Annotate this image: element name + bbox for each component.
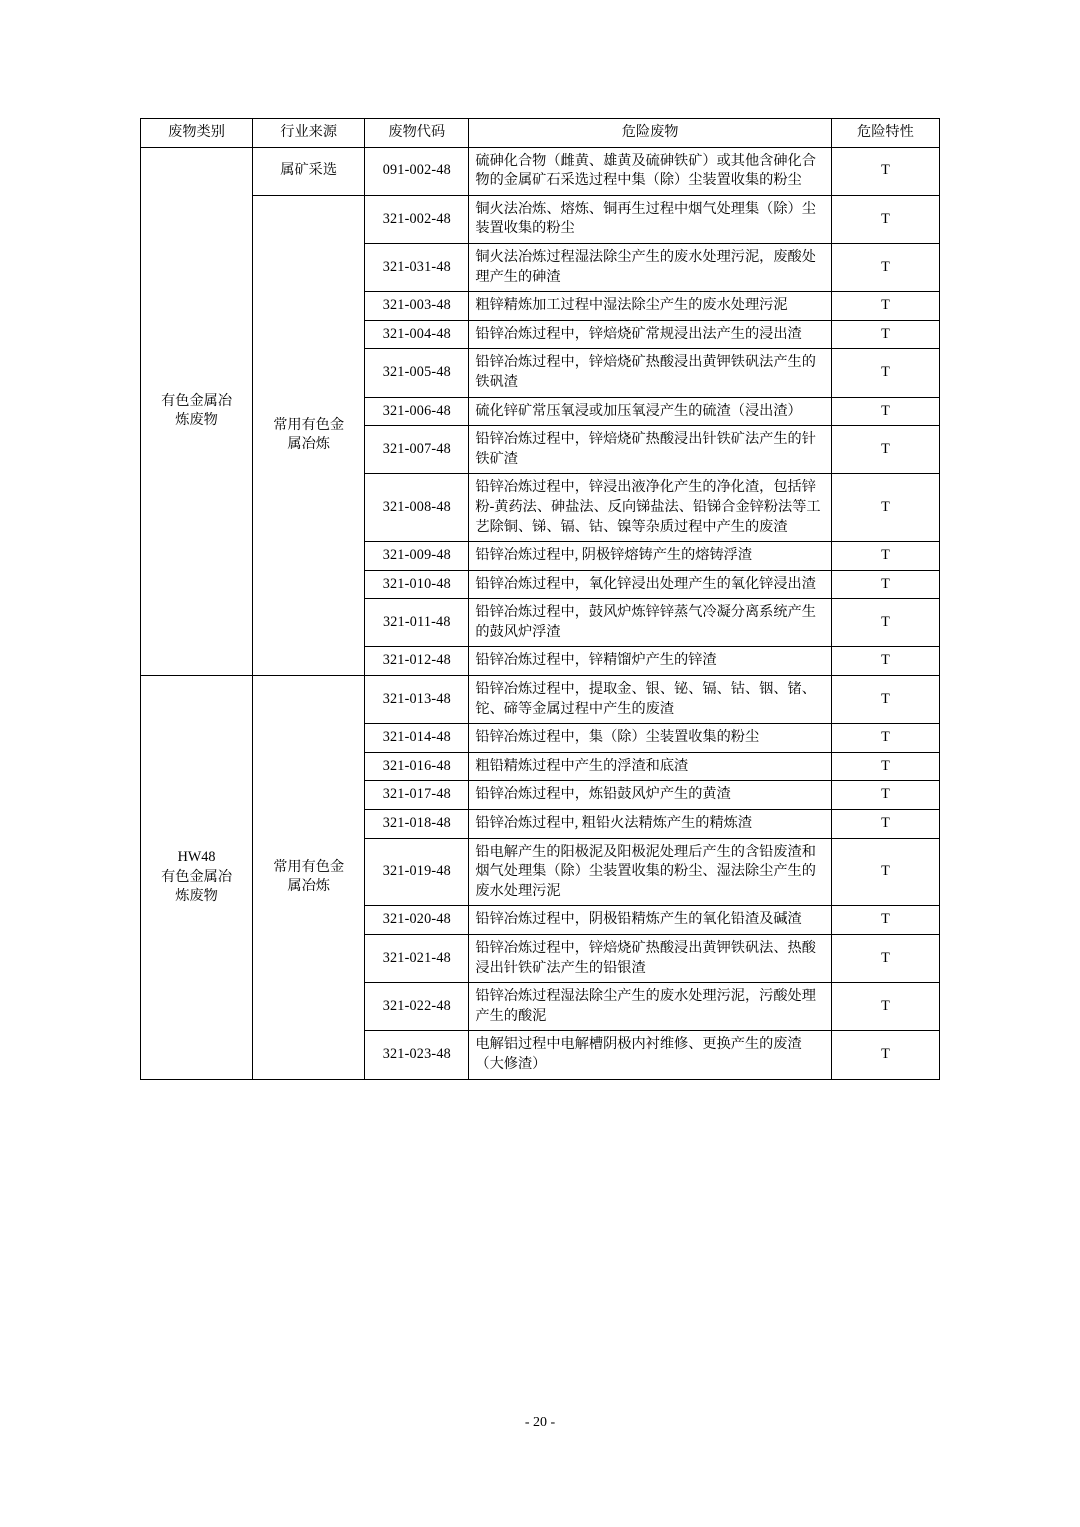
cell-waste-name: 铅锌冶炼过程中，锌焙烧矿热酸浸出黄钾铁矾法产生的铁矾渣 (469, 349, 831, 397)
cell-waste-code: 321-017-48 (365, 781, 469, 810)
cell-waste-code: 321-006-48 (365, 397, 469, 426)
table-row (141, 147, 940, 195)
cell-waste-code: 321-019-48 (365, 838, 469, 906)
cell-hazard-property: T (831, 426, 939, 474)
header-hazardous-waste: 危险废物 (469, 119, 831, 148)
cell-hazard-property: T (831, 647, 939, 676)
cell-hazard-property: T (831, 599, 939, 647)
header-waste-category: 废物类别 (141, 119, 253, 148)
cell-waste-name: 粗铅精炼过程中产生的浮渣和底渣 (469, 752, 831, 781)
cell-waste-name: 铜火法冶炼、熔炼、铜再生过程中烟气处理集（除）尘装置收集的粉尘 (469, 195, 831, 243)
cell-waste-name: 铅锌冶炼过程中，锌焙烧矿常规浸出法产生的浸出渣 (469, 320, 831, 349)
hazardous-waste-table-container (140, 118, 940, 1080)
source-text-1: 属矿采选 (280, 162, 338, 179)
cell-hazard-property: T (831, 752, 939, 781)
cell-waste-name: 铅电解产生的阳极泥及阳极泥处理后产生的含铅废渣和烟气处理集（除）尘装置收集的粉尘、湿法除尘产生的废水处理污泥 (469, 838, 831, 906)
cell-waste-code: 321-008-48 (365, 474, 469, 542)
cell-hazard-property: T (831, 906, 939, 935)
cell-hazard-property: T (831, 195, 939, 243)
table-header (141, 119, 940, 148)
cell-waste-code: 321-012-48 (365, 647, 469, 676)
cell-waste-code: 321-009-48 (365, 542, 469, 571)
cell-hazard-property: T (831, 810, 939, 839)
category-text-2: HW48 有色金属冶 炼废物 (161, 848, 233, 905)
cell-waste-code: 321-023-48 (365, 1031, 469, 1079)
cell-waste-code: 091-002-48 (365, 147, 469, 195)
cell-hazard-property: T (831, 243, 939, 291)
cell-waste-name: 铅锌冶炼过程中，锌精馏炉产生的锌渣 (469, 647, 831, 676)
cell-waste-name: 铅锌冶炼过程中，锌焙烧矿热酸浸出黄钾铁矾法、热酸浸出针铁矿法产生的铅银渣 (469, 935, 831, 983)
header-waste-code: 废物代码 (365, 119, 469, 148)
cell-waste-name: 铅锌冶炼过程中, 阴极锌熔铸产生的熔铸浮渣 (469, 542, 831, 571)
cell-waste-code: 321-016-48 (365, 752, 469, 781)
cell-industry-source (253, 147, 365, 195)
cell-waste-name: 铅锌冶炼过程中，锌焙烧矿热酸浸出针铁矿法产生的针铁矿渣 (469, 426, 831, 474)
cell-hazard-property: T (831, 349, 939, 397)
cell-hazard-property: T (831, 1031, 939, 1079)
header-hazard-property: 危险特性 (831, 119, 939, 148)
cell-waste-code: 321-011-48 (365, 599, 469, 647)
cell-hazard-property: T (831, 147, 939, 195)
page-number: - 20 - (524, 1415, 556, 1430)
cell-waste-code: 321-014-48 (365, 724, 469, 753)
cell-waste-name: 铅锌冶炼过程中，炼铅鼓风炉产生的黄渣 (469, 781, 831, 810)
cell-waste-code: 321-002-48 (365, 195, 469, 243)
cell-waste-name: 硫化锌矿常压氧浸或加压氧浸产生的硫渣（浸出渣） (469, 397, 831, 426)
cell-waste-category (141, 147, 253, 675)
hazardous-waste-table (140, 118, 940, 1080)
cell-waste-code: 321-005-48 (365, 349, 469, 397)
cell-waste-category (141, 676, 253, 1080)
cell-waste-code: 321-007-48 (365, 426, 469, 474)
cell-waste-name: 电解铝过程中电解槽阴极内衬维修、更换产生的废渣（大修渣） (469, 1031, 831, 1079)
source-text-3: 常用有色金 属冶炼 (273, 858, 345, 895)
cell-hazard-property: T (831, 781, 939, 810)
cell-waste-name: 铅锌冶炼过程中，锌浸出液净化产生的净化渣，包括锌粉-黄药法、砷盐法、反向锑盐法、铅锑合金锌粉法等工艺除铜、锑、镉、钴、镍等杂质过程中产生的废渣 (469, 474, 831, 542)
cell-hazard-property: T (831, 935, 939, 983)
header-industry-source: 行业来源 (253, 119, 365, 148)
cell-industry-source (253, 676, 365, 1080)
table-body (141, 147, 940, 1079)
cell-waste-name: 铅锌冶炼过程中，阴极铅精炼产生的氧化铅渣及碱渣 (469, 906, 831, 935)
cell-industry-source (253, 195, 365, 675)
cell-waste-code: 321-018-48 (365, 810, 469, 839)
cell-waste-name: 铜火法冶炼过程湿法除尘产生的废水处理污泥，废酸处理产生的砷渣 (469, 243, 831, 291)
cell-hazard-property: T (831, 570, 939, 599)
table-header-row (141, 119, 940, 148)
cell-waste-code: 321-031-48 (365, 243, 469, 291)
cell-hazard-property: T (831, 397, 939, 426)
cell-waste-name: 粗锌精炼加工过程中湿法除尘产生的废水处理污泥 (469, 292, 831, 321)
table-row (141, 195, 940, 243)
cell-hazard-property: T (831, 838, 939, 906)
cell-waste-code: 321-010-48 (365, 570, 469, 599)
cell-waste-code: 321-004-48 (365, 320, 469, 349)
cell-hazard-property: T (831, 676, 939, 724)
cell-waste-code: 321-003-48 (365, 292, 469, 321)
cell-waste-name: 铅锌冶炼过程湿法除尘产生的废水处理污泥，污酸处理产生的酸泥 (469, 983, 831, 1031)
table-row (141, 676, 940, 724)
cell-waste-name: 铅锌冶炼过程中，鼓风炉炼锌锌蒸气冷凝分离系统产生的鼓风炉浮渣 (469, 599, 831, 647)
cell-waste-code: 321-022-48 (365, 983, 469, 1031)
cell-hazard-property: T (831, 292, 939, 321)
cell-hazard-property: T (831, 724, 939, 753)
cell-waste-name: 铅锌冶炼过程中，氧化锌浸出处理产生的氧化锌浸出渣 (469, 570, 831, 599)
cell-hazard-property: T (831, 542, 939, 571)
cell-waste-name: 硫砷化合物（雌黄、雄黄及硫砷铁矿）或其他含砷化合物的金属矿石采选过程中集（除）尘装置收集的粉尘 (469, 147, 831, 195)
cell-hazard-property: T (831, 983, 939, 1031)
cell-waste-code: 321-013-48 (365, 676, 469, 724)
cell-waste-name: 铅锌冶炼过程中，提取金、银、铋、镉、钴、铟、锗、铊、碲等金属过程中产生的废渣 (469, 676, 831, 724)
cell-hazard-property: T (831, 474, 939, 542)
cell-waste-name: 铅锌冶炼过程中，集（除）尘装置收集的粉尘 (469, 724, 831, 753)
cell-waste-code: 321-021-48 (365, 935, 469, 983)
source-text-2: 常用有色金 属冶炼 (273, 416, 345, 453)
cell-waste-code: 321-020-48 (365, 906, 469, 935)
cell-waste-name: 铅锌冶炼过程中, 粗铅火法精炼产生的精炼渣 (469, 810, 831, 839)
cell-hazard-property: T (831, 320, 939, 349)
category-text-1: 有色金属冶 炼废物 (161, 392, 233, 429)
